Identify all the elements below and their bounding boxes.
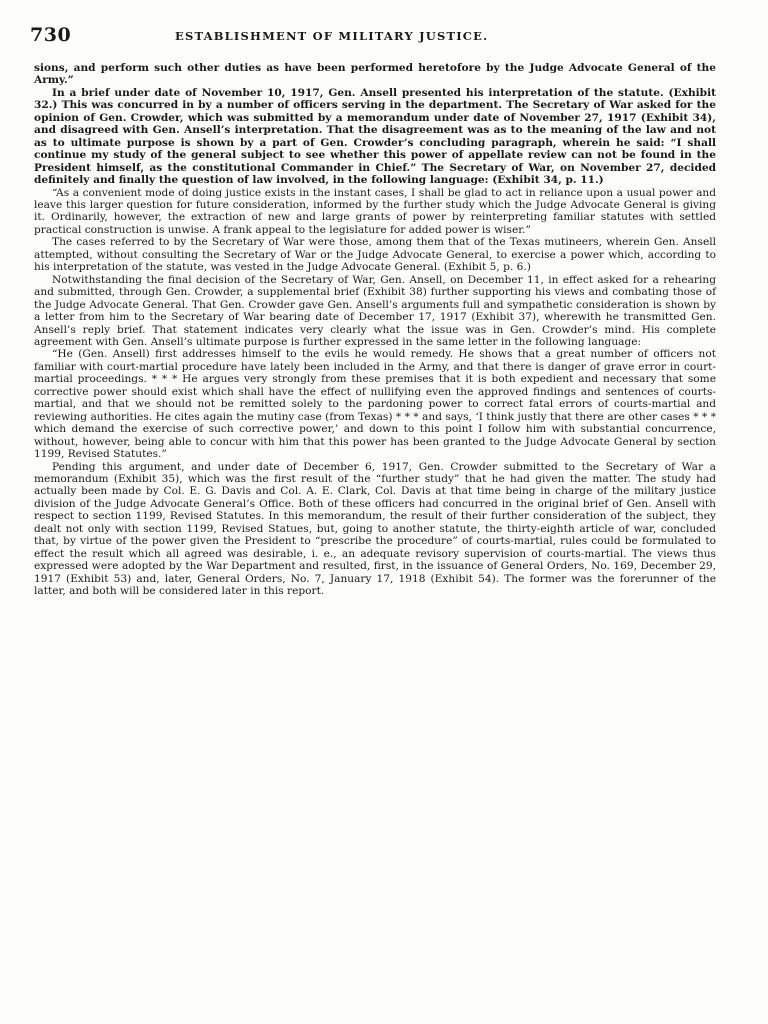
- paragraph-quote-crowder: “He (Gen. Ansell) first addresses himself to the evils he would remedy. He shows that a great number of officers not familiar with court-martial procedure have lately been included in the Army, and that there is danger of grave error in court-martial proceedings. * * * He argues very strongly from these premises that it is both expedient and necessary that some corrective power should exist which shall have the effect of nullifying even the approved findings and sentences of courts-martial, and that we should not be remitted solely to the pardoning power to correct fatal errors of courts-martial and reviewing authorities. He cites again the mutiny case (from Texas) * * * and says, ‘I think justly that there are other cases * * * which demand the exercise of such corrective power,’ and down to this point I follow him with substantial concurrence, without, however, being able to concur with him that this power has been granted to the Judge Advocate General by section 1199, Revised Statutes.”: [34, 348, 716, 461]
- running-title: ESTABLISHMENT OF MILITARY JUSTICE.: [175, 29, 489, 43]
- paragraph-quote-secretary: “As a convenient mode of doing justice exists in the instant cases, I shall be glad to act in reliance upon a usual power and leave this larger question for future consideration, informed by the further study which the Judge Advocate General is giving it. Ordinarily, however, the extraction of new and large grants of power by reinterpreting familiar statutes with settled practical construction is unwise. A frank appeal to the legislature for added power is wiser.”: [34, 186, 716, 236]
- page-number: 730: [30, 24, 72, 46]
- body-text: [34, 62, 716, 597]
- paragraph-ansell-brief: In a brief under date of November 10, 1917, Gen. Ansell presented his interpretation of the statute. (Exhibit 32.) This was concurred in by a number of officers serving in the department. The Secretary of War asked for the opinion of Gen. Crowder, which was submitted by a memorandum under date of November 27, 1917 (Exhibit 34), and disagreed with Gen. Ansell’s interpretation. That the disagreement was as to the meaning of the law and not as to ultimate purpose is shown by a part of Gen. Crowder’s concluding paragraph, wherein he said: “I shall continue my study of the general subject to see whether this power of appellate review can not be found in the President himself, as the constitutional Commander in Chief.” The Secretary of War, on November 27, decided definitely and finally the question of law involved, in the following language: (Exhibit 34, p. 11.): [34, 86, 716, 187]
- paragraph-continuation: sions, and perform such other duties as have been performed heretofore by the Judge Advocate General of the Army.”: [34, 62, 716, 87]
- paragraph-texas-mutineers: The cases referred to by the Secretary of War were those, among them that of the Texas mutineers, wherein Gen. Ansell attempted, without consulting the Secretary of War or the Judge Advocate General, to exercise a power which, according to his interpretation of the statute, was vested in the Judge Advocate General. (Exhibit 5, p. 6.): [34, 236, 716, 274]
- page-header: [30, 24, 720, 48]
- paragraph-rehearing: Notwithstanding the final decision of the Secretary of War, Gen. Ansell, on December 11, in effect asked for a rehearing and submitted, through Gen. Crowder, a supplemental brief (Exhibit 38) further supporting his views and combating those of the Judge Advocate General. That Gen. Crowder gave Gen. Ansell’s arguments full and sympathetic consideration is shown by a letter from him to the Secretary of War bearing date of December 17, 1917 (Exhibit 37), wherewith he transmitted Gen. Ansell’s reply brief. That statement indicates very clearly what the issue was in Gen. Crowder’s mind. His complete agreement with Gen. Ansell’s ultimate purpose is further expressed in the same letter in the following language:: [34, 273, 716, 348]
- paragraph-further-study: Pending this argument, and under date of December 6, 1917, Gen. Crowder submitted to the Secretary of War a memorandum (Exhibit 35), which was the first result of the “further study” that he had given the matter. The study had actually been made by Col. E. G. Davis and Col. A. E. Clark, Col. Davis at that time being in charge of the military justice division of the Judge Advocate General’s Office. Both of these officers had concurred in the original brief of Gen. Ansell with respect to section 1199, Revised Statutes. In this memorandum, the result of their further consideration of the subject, they dealt not only with section 1199, Revised Statues, but, going to another statute, the thirty-eighth article of war, concluded that, by virtue of the power given the President to “prescribe the procedure” of courts-martial, rules could be formulated to effect the result which all agreed was desirable, i. e., an adequate revisory supervision of courts-martial. The views thus expressed were adopted by the War Department and resulted, first, in the issuance of General Orders, No. 169, December 29, 1917 (Exhibit 53) and, later, General Orders, No. 7, January 17, 1918 (Exhibit 54). The former was the forerunner of the latter, and both will be considered later in this report.: [34, 460, 716, 598]
